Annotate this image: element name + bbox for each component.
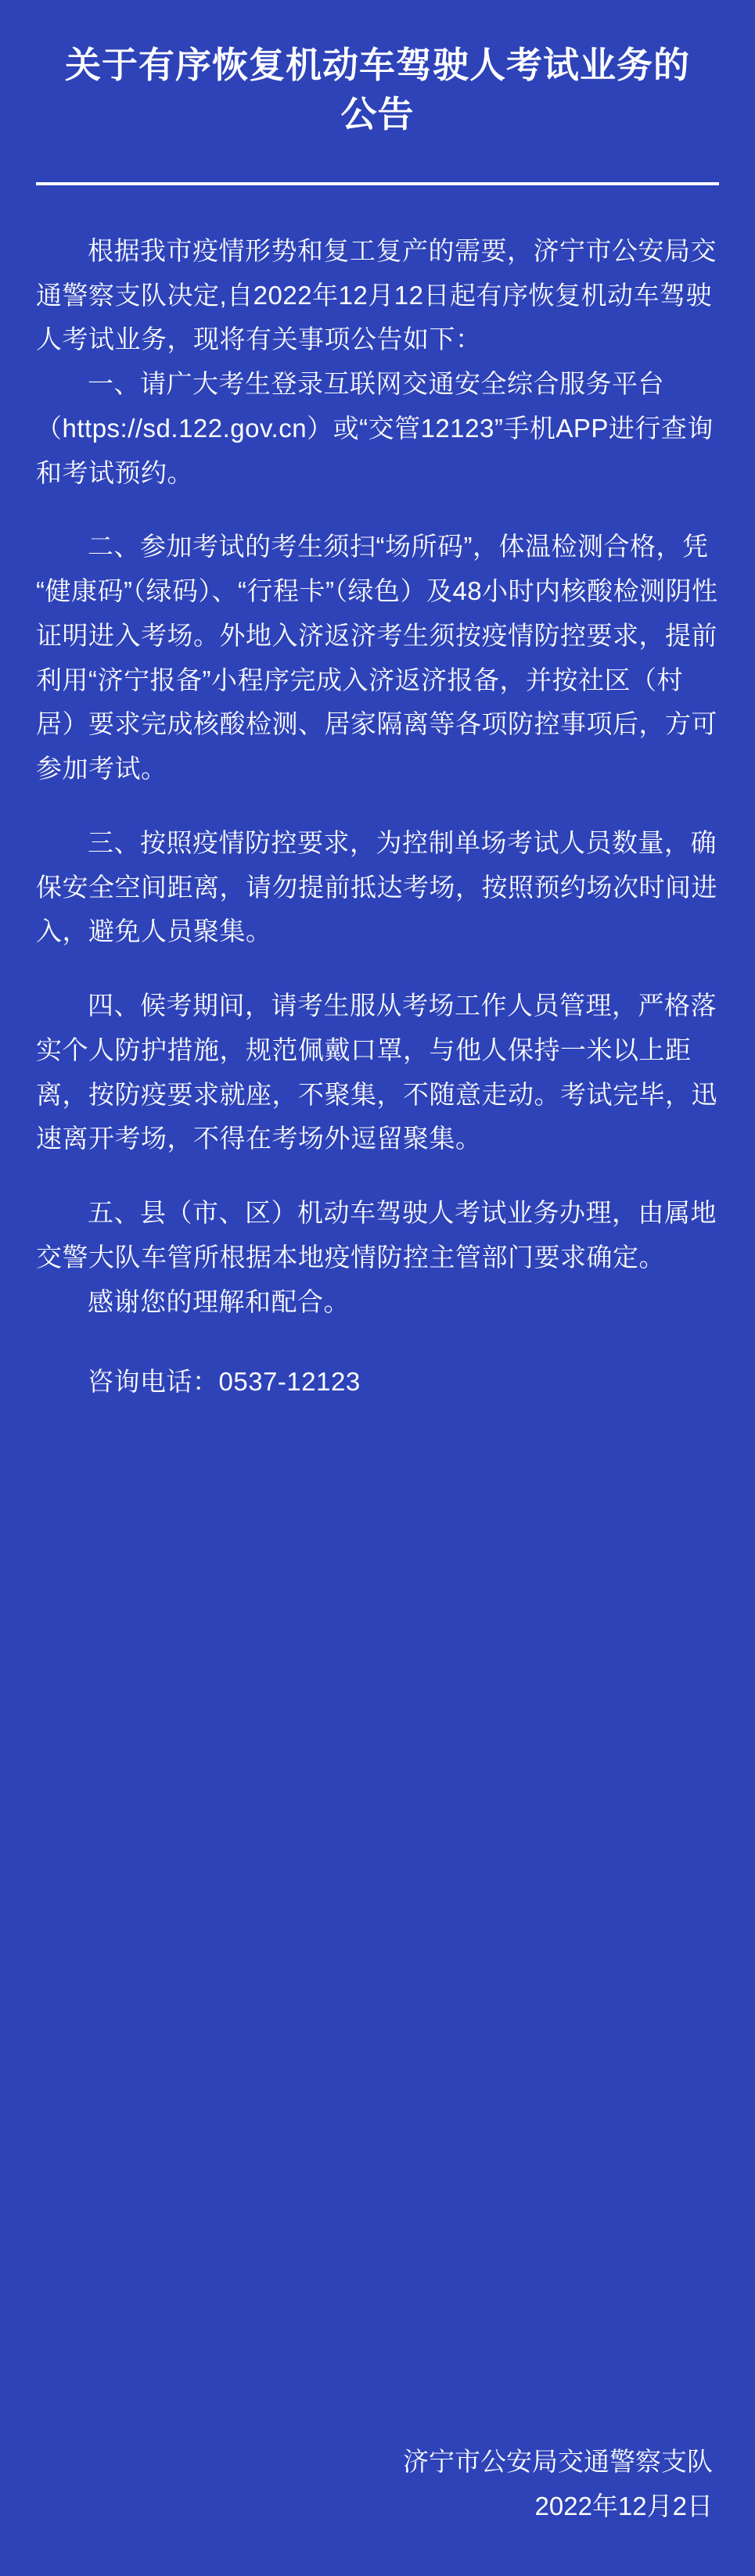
paragraph-item-1: 一、请广大考生登录互联网交通安全综合服务平台（https://sd.122.gov.cn）或“交管12123”手机APP进行查询和考试预约。 (36, 369, 714, 487)
paragraph-intro: 根据我市疫情形势和复工复产的需要，济宁市公安局交通警察支队决定,自2022年12月12日起有序恢复机动车驾驶人考试业务，现将有关事项公告如下： (36, 235, 717, 354)
signature-date: 2022年12月2日 (534, 2492, 713, 2521)
page-title: 关于有序恢复机动车驾驶人考试业务的公告 (65, 45, 690, 135)
paragraph-item-5: 五、县（市、区）机动车驾驶人考试业务办理，由属地交警大队车管所根据本地疫情防控主管部门要求确定。 (36, 1198, 717, 1272)
paragraph-thanks: 感谢您的理解和配合。 (88, 1286, 350, 1316)
signature-block (36, 2439, 719, 2530)
paragraph-item-2: 二、参加考试的考生须扫“场所码”，体温检测合格，凭“健康码”（绿码）、“行程卡”（绿色）及48小时内核酸检测阴性证明进入考场。外地入济返济考生须按疫情防控要求，提前利用“济宁报备”小程序完成入济返济报备，并按社区（村居）要求完成核酸检测、居家隔离等各项防控事项后，方可参加考试。 (36, 532, 718, 784)
contact-phone: 咨询电话：0537-12123 (88, 1367, 361, 1397)
layout-spacer (36, 1405, 719, 2321)
paragraph-item-4: 四、候考期间，请考生服从考场工作人员管理，严格落实个人防护措施，规范佩戴口罩，与他人保持一米以上距离，按防疫要求就座，不聚集，不随意走动。考试完毕，迅速离开考场，不得在考场外逗留聚集。 (36, 991, 717, 1153)
title-divider (36, 182, 719, 185)
paragraph-item-3: 三、按照疫情防控要求，为控制单场考试人员数量，确保安全空间距离，请勿提前抵达考场，按照预约场次时间进入，避免人员聚集。 (36, 827, 717, 946)
signature-issuer: 济宁市公安局交通警察支队 (403, 2446, 713, 2476)
announcement-body (36, 229, 719, 1405)
